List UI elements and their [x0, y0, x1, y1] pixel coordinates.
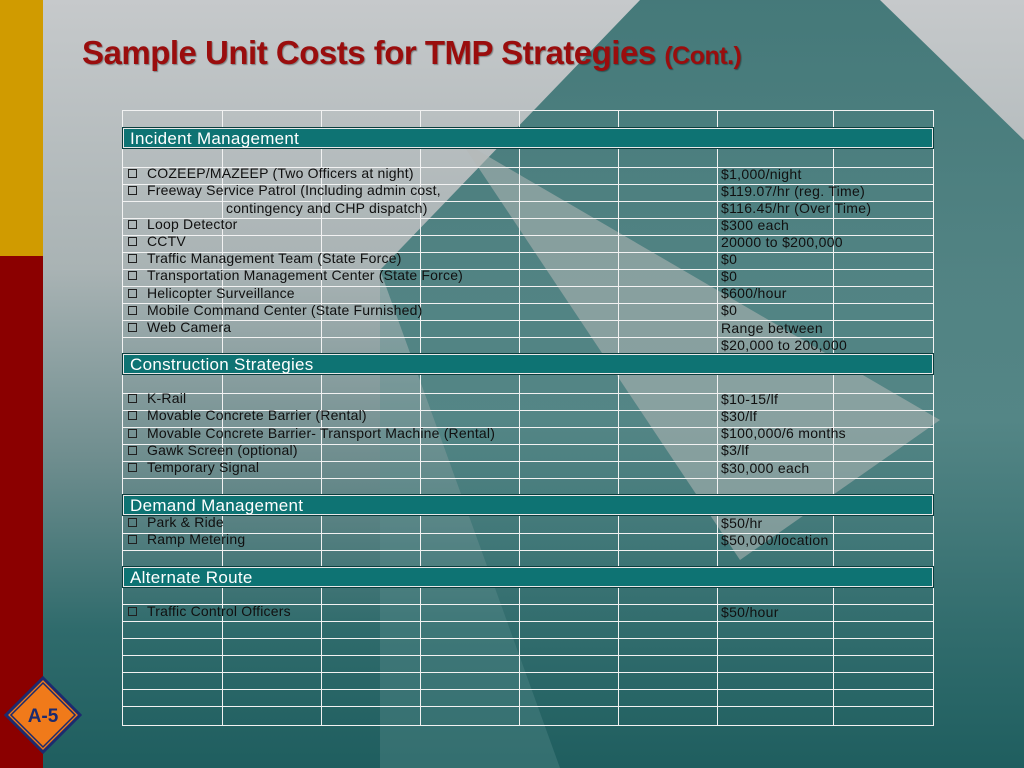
- list-item: K-Rail: [128, 390, 186, 407]
- cost-value: $10-15/lf: [721, 391, 779, 407]
- bullet-box-icon: [128, 289, 137, 298]
- list-item: Traffic Management Team (State Force): [128, 250, 402, 267]
- list-item: COZEEP/MAZEEP (Two Officers at night): [128, 165, 414, 182]
- cost-value: $600/hour: [721, 285, 787, 301]
- section-header-construction-strategies: Construction Strategies: [123, 354, 933, 374]
- list-item-continuation: contingency and CHP dispatch): [226, 200, 428, 216]
- list-item: Movable Concrete Barrier- Transport Machine (Rental): [128, 425, 495, 442]
- cost-value: $50,000/location: [721, 532, 829, 548]
- bullet-box-icon: [128, 535, 137, 544]
- bullet-box-icon: [128, 271, 137, 280]
- section-header-demand-management: Demand Management: [123, 495, 933, 515]
- cost-value: $50/hour: [721, 604, 779, 620]
- bullet-box-icon: [128, 237, 137, 246]
- list-item: Helicopter Surveillance: [128, 285, 295, 302]
- list-item: Mobile Command Center (State Furnished): [128, 302, 422, 319]
- cost-value: $3/lf: [721, 442, 749, 458]
- slide-title-suffix: (Cont.): [664, 42, 742, 70]
- list-item: CCTV: [128, 233, 186, 250]
- list-item: Web Camera: [128, 319, 231, 336]
- bullet-box-icon: [128, 169, 137, 178]
- list-item: Temporary Signal: [128, 459, 259, 476]
- list-item: Park & Ride: [128, 514, 224, 531]
- cost-value: $30,000 each: [721, 460, 810, 476]
- cost-value: Range between: [721, 320, 823, 336]
- cost-value: $50/hr: [721, 515, 763, 531]
- bullet-box-icon: [128, 186, 137, 195]
- bullet-box-icon: [128, 463, 137, 472]
- bullet-box-icon: [128, 446, 137, 455]
- list-item: Movable Concrete Barrier (Rental): [128, 407, 367, 424]
- bullet-box-icon: [128, 607, 137, 616]
- list-item: Ramp Metering: [128, 531, 245, 548]
- badge-label: A-5: [27, 706, 59, 727]
- section-header-alternate-route: Alternate Route: [123, 567, 933, 587]
- slide-title: [82, 34, 741, 72]
- bullet-box-icon: [128, 220, 137, 229]
- cost-value: $116.45/hr (Over Time): [721, 200, 872, 216]
- left-accent-bar-gold: [0, 0, 43, 256]
- bullet-box-icon: [128, 518, 137, 527]
- bullet-box-icon: [128, 306, 137, 315]
- cost-value: $100,000/6 months: [721, 425, 846, 441]
- cost-value: $0: [721, 302, 738, 318]
- cost-value: $30/lf: [721, 408, 758, 424]
- cost-value: $0: [721, 268, 738, 284]
- cost-value: 20000 to $200,000: [721, 234, 843, 250]
- cost-value: $300 each: [721, 217, 790, 233]
- list-item: Loop Detector: [128, 216, 238, 233]
- bullet-box-icon: [128, 323, 137, 332]
- bullet-box-icon: [128, 411, 137, 420]
- bullet-box-icon: [128, 429, 137, 438]
- slide-number-diamond-badge: [4, 676, 82, 754]
- cost-value: $0: [721, 251, 738, 267]
- cost-value: $1,000/night: [721, 166, 802, 182]
- bullet-box-icon: [128, 394, 137, 403]
- list-item: Transportation Management Center (State Force): [128, 267, 463, 284]
- list-item: Traffic Control Officers: [128, 603, 291, 620]
- list-item: Gawk Screen (optional): [128, 442, 298, 459]
- list-item: Freeway Service Patrol (Including admin cost,: [128, 182, 441, 199]
- section-header-incident-management: Incident Management: [123, 128, 933, 148]
- cost-value: $20,000 to 200,000: [721, 337, 848, 353]
- slide-title-main: Sample Unit Costs for TMP Strategies: [82, 34, 656, 71]
- cost-value: $119.07/hr (reg. Time): [721, 183, 866, 199]
- bullet-box-icon: [128, 254, 137, 263]
